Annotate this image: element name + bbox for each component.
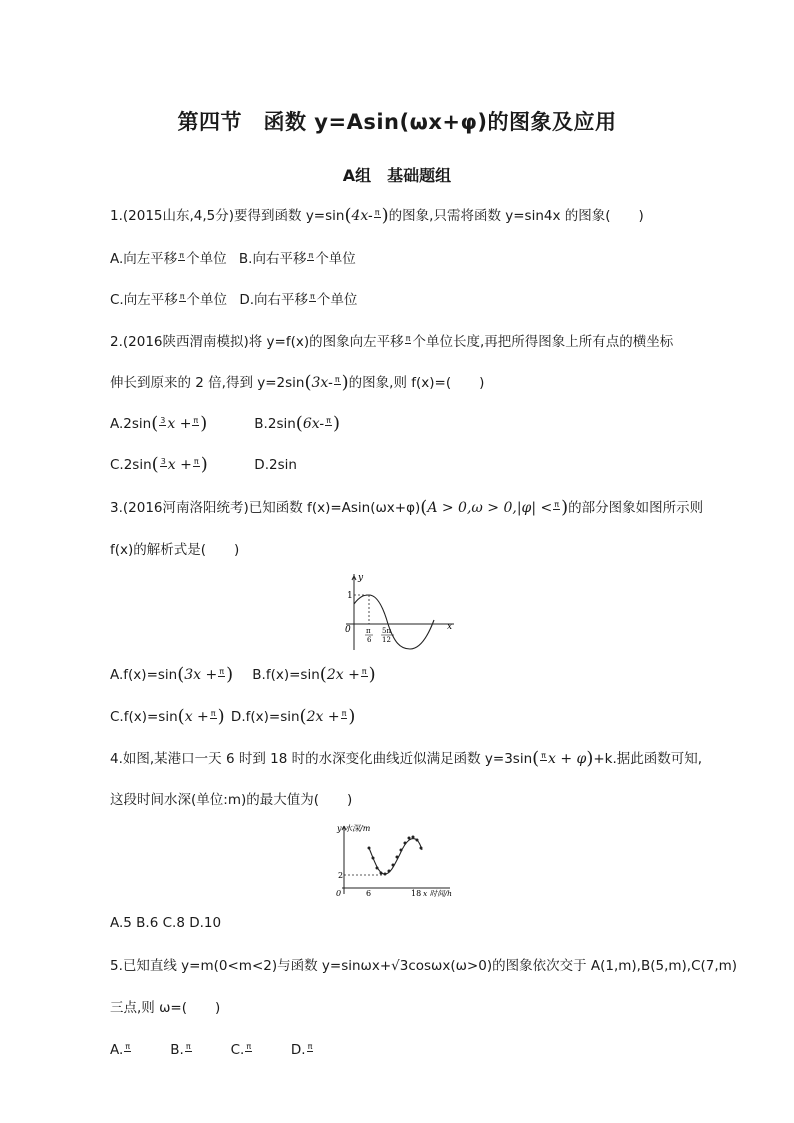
q4-stem-line2: 这段时间水深(单位:m)的最大值为( )	[110, 792, 353, 808]
q5-option-b[interactable]: B. π	[170, 1042, 191, 1058]
q1-options-row1	[110, 249, 356, 269]
q3-option-b[interactable]: B.f(x)=sin(2x + π )	[252, 664, 376, 685]
q3-tick-5pi-12: 12	[382, 636, 391, 644]
q3-option-c[interactable]: C.f(x)=sin(x + π )	[110, 706, 225, 727]
q2-option-a[interactable]: A.2sin( 3 x + π )	[110, 413, 208, 434]
q4-x-label: x 时间/h	[423, 889, 452, 898]
q1-option-d[interactable]: D.向右平移 π 个单位	[239, 292, 358, 308]
svg-text:5π: 5π	[382, 627, 392, 635]
q3-y-label: y	[358, 573, 364, 583]
q4-graph	[332, 820, 462, 898]
q1-option-a[interactable]: A.向左平移 π 个单位	[110, 251, 227, 267]
q4-tick-2: 2	[338, 871, 344, 880]
q3-option-a[interactable]: A.f(x)=sin(3x + π )	[110, 664, 234, 685]
q5-stem-line1: 5.已知直线 y=m(0<m<2)与函数 y=sinωx+√3cosωx(ω>0)的图象依次交于 A(1,m),B(5,m),C(7,m)	[110, 958, 738, 974]
q4-tick-18: 18	[411, 889, 422, 898]
q3-x-label: x	[447, 622, 453, 632]
q4-options[interactable]: A.5 B.6 C.8 D.10	[110, 915, 222, 931]
q3-origin: 0	[345, 625, 351, 635]
q4-origin: 0	[336, 889, 342, 898]
q3-options-row1	[110, 665, 376, 685]
q3-stem-line1: 3.(2016河南洛阳统考)已知函数 f(x)=Asin(ωx+φ)(A > 0,ω > 0,|φ| < π )的部分图象如图所示则	[110, 497, 704, 518]
q3-tick-pi-6: 6	[367, 636, 372, 644]
q3-options-row2	[110, 707, 355, 727]
group-title: A组 基础题组	[342, 166, 452, 185]
q4-y-label: y 水深/m	[337, 824, 371, 833]
q5-option-a[interactable]: A. π	[110, 1042, 131, 1058]
q2-stem-line1: 2.(2016陕西渭南模拟)将 y=f(x)的图象向左平移 π 个单位长度,再把所得图象上所有点的横坐标	[110, 334, 674, 350]
q2-option-b[interactable]: B.2sin(6x- π )	[254, 413, 340, 434]
q5-option-d[interactable]: D. π	[290, 1042, 313, 1058]
q3-graph	[338, 570, 458, 652]
q4-data-points	[368, 836, 423, 876]
q2-option-c[interactable]: C.2sin( 3 x + π )	[110, 454, 208, 475]
q3-option-d[interactable]: D.f(x)=sin(2x + π )	[230, 706, 356, 727]
q5-stem-line2: 三点,则 ω=( )	[110, 1000, 221, 1016]
q1-options-row2	[110, 290, 357, 310]
section-title: 第四节 函数 y=Asin(ωx+φ)的图象及应用	[177, 110, 617, 134]
q1-stem: 1.(2015山东,4,5分)要得到函数 y=sin(4x- π )的图象,只需将函数 y=sin4x 的图象( )	[110, 205, 644, 226]
q2-options-row2	[110, 455, 299, 478]
q3-tick-one: 1	[347, 591, 353, 601]
q5-options	[110, 1040, 314, 1060]
svg-text:π: π	[366, 627, 371, 635]
q3-sine-curve	[354, 595, 434, 649]
q2-options-row1	[110, 414, 340, 434]
q1-option-c[interactable]: C.向左平移 π 个单位	[110, 292, 228, 308]
q2-stem-line2: 伸长到原来的 2 倍,得到 y=2sin(3x- π )的图象,则 f(x)=( )	[110, 372, 485, 393]
q4-tick-6: 6	[366, 889, 372, 898]
q1-option-b[interactable]: B.向右平移 π 个单位	[238, 251, 356, 267]
q4-stem-line1: 4.如图,某港口一天 6 时到 18 时的水深变化曲线近似满足函数 y=3sin( π x + φ)+k.据此函数可知,	[110, 748, 703, 769]
q5-option-c[interactable]: C. π	[230, 1042, 252, 1058]
q2-option-d[interactable]: D.2sin	[254, 457, 297, 473]
q3-stem-line2: f(x)的解析式是( )	[110, 542, 240, 558]
